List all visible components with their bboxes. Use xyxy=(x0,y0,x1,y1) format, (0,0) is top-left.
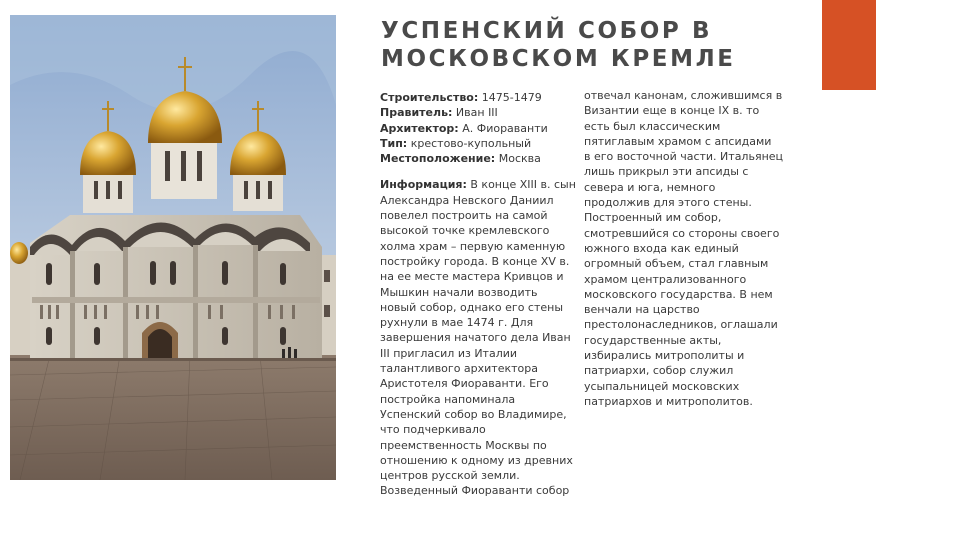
info-paragraph xyxy=(380,177,582,498)
fact-label: Правитель: xyxy=(380,106,453,120)
cathedral-photo xyxy=(10,15,336,480)
text-line: отношению к одному из древних xyxy=(380,453,573,467)
text-line: продолжив для этого стены. xyxy=(584,196,752,210)
fact-architect xyxy=(380,121,582,136)
info-text: В конце XIII в. сын xyxy=(470,178,576,192)
text-line: отвечал канонам, сложившимся в xyxy=(584,89,783,102)
text-line: есть был классическим xyxy=(584,119,721,133)
text-line: новый собор, однако его стены xyxy=(380,300,564,314)
fact-ruler xyxy=(380,105,582,120)
text-line: венчали на царство xyxy=(584,303,700,317)
text-line: постройка напоминала xyxy=(380,392,516,406)
text-line: завершения начатого дела Иван xyxy=(380,331,571,345)
fact-value: Москва xyxy=(498,152,541,166)
text-line: Успенский собор во Владимире, xyxy=(380,407,567,421)
fact-label: Строительство: xyxy=(380,91,479,104)
text-line: высокой точке кремлевского xyxy=(380,224,550,238)
text-line: пятиглавым храмом с апсидами xyxy=(584,134,772,148)
text-line: Аристотеля Фиораванти. Его xyxy=(380,377,549,391)
fact-construction xyxy=(380,90,582,105)
fact-type xyxy=(380,136,582,151)
text-line: престолонаследников, оглашали xyxy=(584,318,778,332)
text-line: талантливого архитектора xyxy=(380,362,538,376)
text-line: патриархи, собор служил xyxy=(584,364,734,378)
info-first-line xyxy=(380,177,582,192)
text-line: избирались митрополиты и xyxy=(584,349,745,363)
text-line: Построенный им собор, xyxy=(584,211,722,225)
fact-value: А. Фиораванти xyxy=(462,121,548,135)
fact-label: Тип: xyxy=(380,136,408,150)
text-line: в его восточной части. Итальянец xyxy=(584,150,784,164)
fact-label: Местоположение: xyxy=(380,152,496,166)
text-line: Александра Невского Даниил xyxy=(380,193,554,207)
fact-value: 1475-1479 xyxy=(481,91,542,104)
text-line: усыпальницей московских xyxy=(584,379,740,393)
text-line: лишь прикрыл эти апсиды с xyxy=(584,165,749,179)
text-line: III пригласил из Италии xyxy=(380,346,518,360)
left-text-column xyxy=(380,90,582,499)
fact-location xyxy=(380,151,582,166)
text-line: Мышкин начали возводить xyxy=(380,285,538,299)
text-line: Византии еще в конце IX в. то xyxy=(584,104,760,118)
fact-value: крестово-купольный xyxy=(410,136,532,150)
info-label: Информация: xyxy=(380,178,467,192)
text-line: рухнули в мае 1474 г. Для xyxy=(380,316,534,330)
text-line: патриархов и митрополитов. xyxy=(584,394,753,408)
text-line: преемственность Москвы по xyxy=(380,438,547,452)
text-line: огромный объем, стал главным xyxy=(584,257,769,271)
text-line: что подчеркивало xyxy=(380,423,486,437)
fact-label: Архитектор: xyxy=(380,121,459,135)
text-line: на ее месте мастера Кривцов и xyxy=(380,270,564,284)
title-line: МОСКОВСКОМ КРЕМЛЕ xyxy=(381,46,736,72)
text-line: Возведенный Фиораванти собор xyxy=(380,484,570,498)
accent-block xyxy=(822,0,876,90)
text-line: храмом централизованного xyxy=(584,272,747,286)
text-line: постройку города. В конце XV в. xyxy=(380,254,570,268)
text-line: московского государства. В нем xyxy=(584,287,773,301)
text-line: государственные акты, xyxy=(584,333,722,347)
fact-value: Иван III xyxy=(455,106,498,120)
text-line: повелел построить на самой xyxy=(380,209,548,223)
text-line: холма храм – первую каменную xyxy=(380,239,566,253)
right-text-column xyxy=(584,88,788,409)
text-line: севера и юга, немного xyxy=(584,180,716,194)
slide-title xyxy=(381,17,801,73)
text-line: центров русской земли. xyxy=(380,469,520,483)
text-line: южного входа как единый xyxy=(584,241,739,255)
title-line: УСПЕНСКИЙ СОБОР В xyxy=(381,18,713,44)
text-line: смотревшийся со стороны своего xyxy=(584,226,780,240)
facts-list xyxy=(380,90,582,166)
